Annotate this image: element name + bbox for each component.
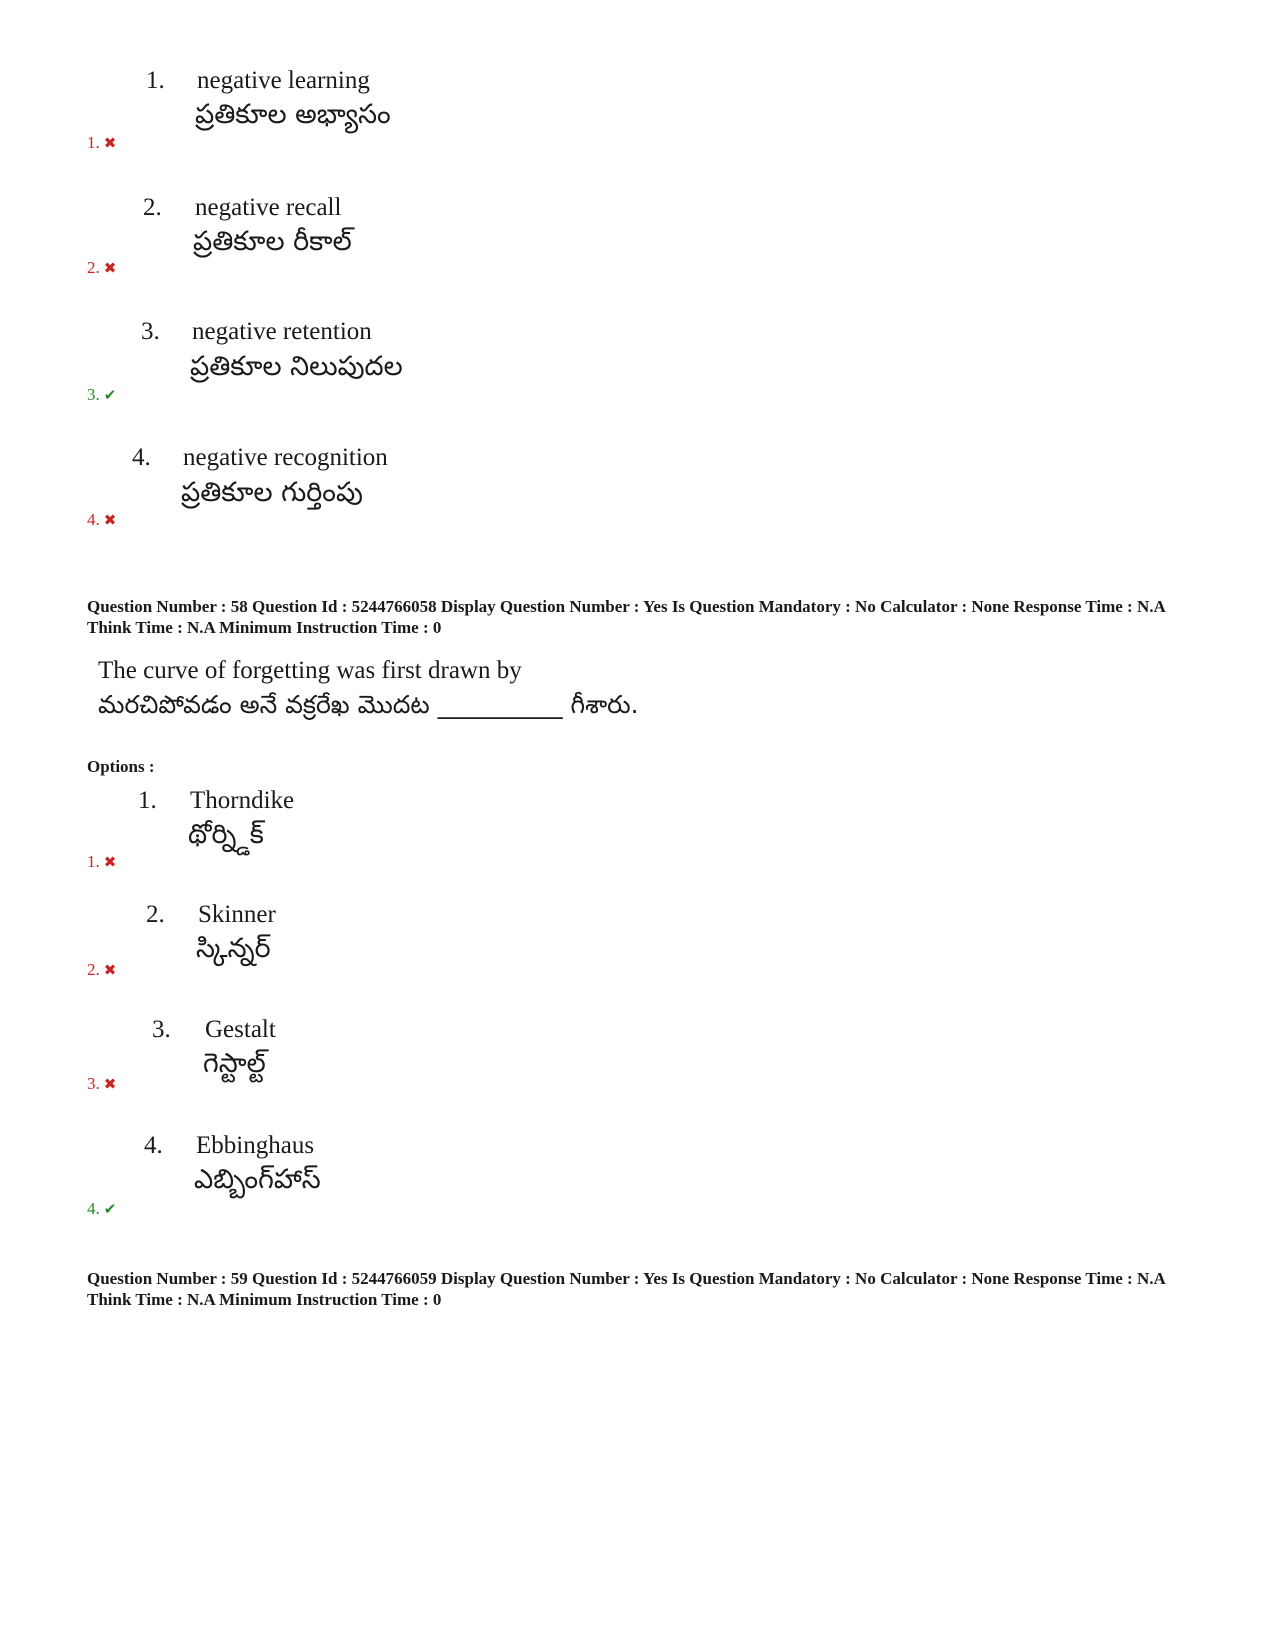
option-marker: 4. ✔ (87, 1199, 117, 1218)
prev-option-4 (0, 443, 700, 553)
cross-icon: ✖ (103, 136, 117, 152)
option-marker: 4. ✖ (87, 510, 117, 529)
option-text-te: ఎబ్బింగ్‌హాస్ (194, 1164, 321, 1195)
option-text-en: Ebbinghaus (196, 1132, 315, 1159)
option-marker: 1. ✖ (87, 133, 117, 152)
option-text-te: ప్రతికూల నిలుపుదల (190, 351, 403, 382)
q58-option-4 (0, 1131, 700, 1241)
prev-option-2 (0, 193, 700, 303)
option-number: 3. (152, 1016, 171, 1043)
q58-option-2 (0, 900, 700, 1010)
option-marker: 3. ✖ (87, 1074, 117, 1093)
option-text-en: Thorndike (190, 787, 295, 814)
cross-icon: ✖ (103, 963, 117, 979)
cross-icon: ✖ (103, 855, 117, 871)
option-text-en: negative retention (192, 318, 372, 345)
option-text-te: ప్రతికూల గుర్తింపు (181, 477, 363, 508)
q58-option-1 (0, 786, 700, 896)
question-59-meta: Question Number : 59 Question Id : 5244766059 Display Question Number : Yes Is Question Mandatory : No Calculator : None Response Time : N.A Think Time : N.A Minimum Instruction Time : 0 (87, 1269, 1165, 1309)
option-number: 1. (146, 67, 165, 94)
check-icon: ✔ (103, 1202, 117, 1218)
option-text-en: negative recall (195, 194, 342, 221)
option-marker: 2. ✖ (87, 258, 117, 277)
prev-option-3 (0, 317, 700, 427)
question-58-text-te: మరచిపోవడం అనే వక్రరేఖ మొదట __________ గీశారు. (98, 690, 639, 719)
prev-option-1 (0, 66, 700, 176)
option-number: 2. (143, 194, 162, 221)
option-text-en: negative learning (197, 67, 370, 94)
option-text-te: స్కిన్నర్ (196, 933, 271, 964)
option-marker: 1. ✖ (87, 852, 117, 871)
option-number: 4. (144, 1132, 163, 1159)
options-label: Options : (87, 757, 155, 776)
option-number: 1. (138, 787, 157, 814)
check-icon: ✔ (103, 388, 117, 404)
q58-option-3 (0, 1015, 700, 1125)
cross-icon: ✖ (103, 513, 117, 529)
option-text-te: గెస్టాల్ట్ (203, 1048, 266, 1079)
option-text-en: negative recognition (183, 444, 388, 471)
option-number: 4. (132, 444, 151, 471)
cross-icon: ✖ (103, 261, 117, 277)
option-marker: 2. ✖ (87, 960, 117, 979)
option-number: 2. (146, 901, 165, 928)
option-marker: 3. ✔ (87, 385, 117, 404)
question-58-text-en: The curve of forgetting was first drawn by (98, 657, 522, 684)
option-text-en: Skinner (198, 901, 276, 928)
cross-icon: ✖ (103, 1077, 117, 1093)
option-text-en: Gestalt (205, 1016, 276, 1043)
option-text-te: థోర్న్డిక్ (188, 819, 264, 850)
option-number: 3. (141, 318, 160, 345)
option-text-te: ప్రతికూల రీకాల్ (193, 226, 352, 257)
question-58-meta: Question Number : 58 Question Id : 5244766058 Display Question Number : Yes Is Question Mandatory : No Calculator : None Response Time : N.A Think Time : N.A Minimum Instruction Time : 0 (87, 597, 1165, 637)
option-text-te: ప్రతికూల అభ్యాసం (195, 99, 391, 130)
